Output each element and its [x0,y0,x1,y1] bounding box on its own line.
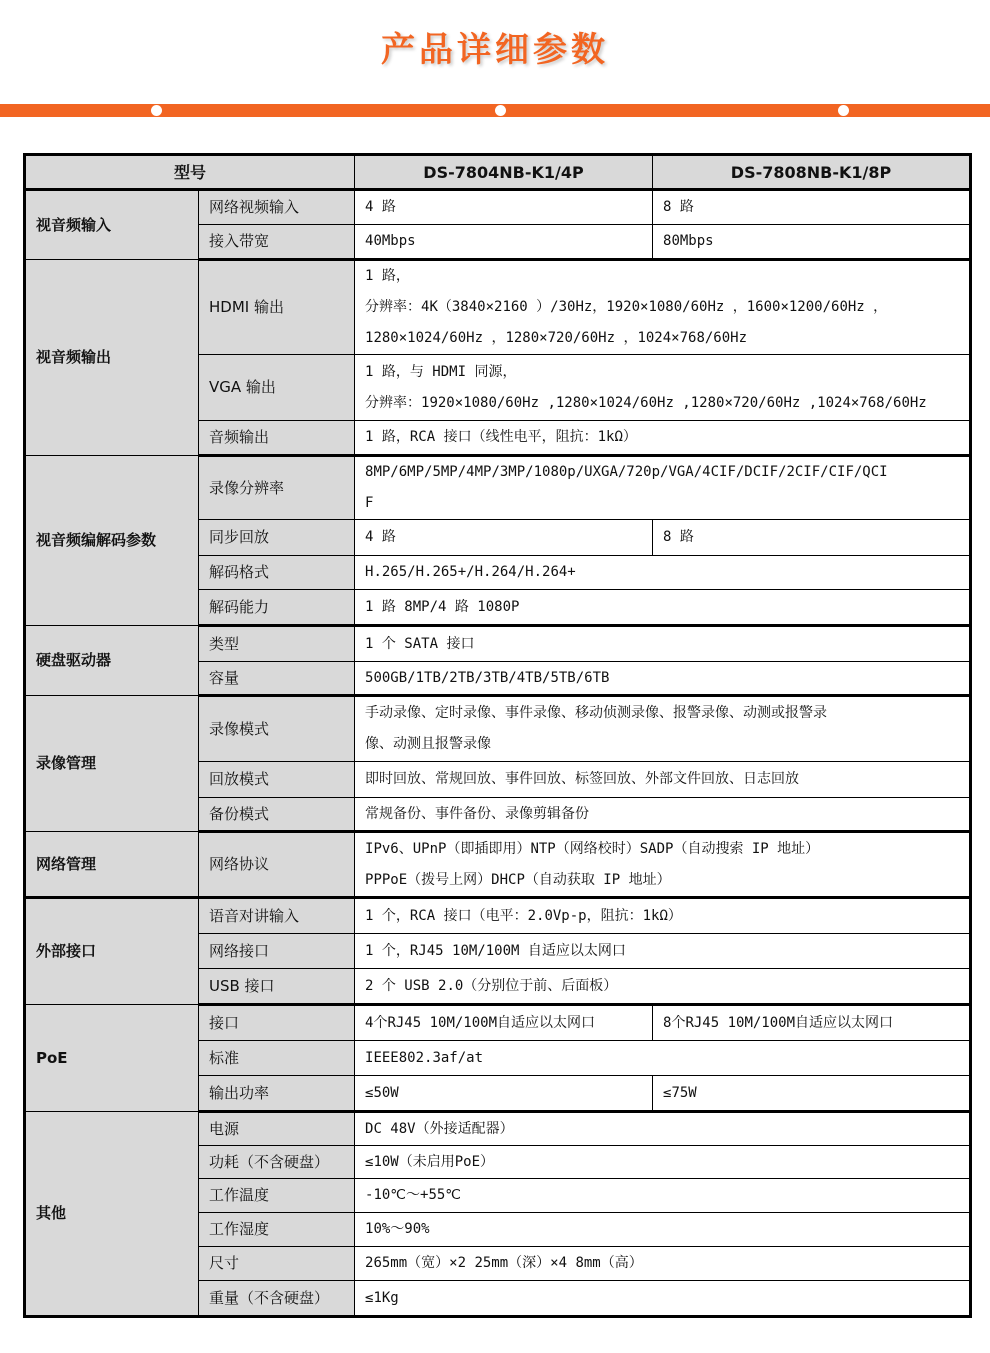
param-label: 接入带宽 [199,225,355,260]
param-value: 4个RJ45 10M/100M自适应以太网口 [355,1005,653,1041]
param-value [355,355,971,421]
param-value-line: PPPoE（拨号上网）DHCP（自动获取 IP 地址） [365,871,671,888]
param-value: H.265/H.265+/H.264/H.264+ [355,556,971,590]
param-label: 备份模式 [199,798,355,832]
divider-dot [151,105,162,116]
param-value: 1 路，RCA 接口（线性电平，阻抗：1kΩ） [355,421,971,456]
param-value: -10℃～+55℃ [355,1179,971,1213]
table-row [25,898,971,934]
category-cell: 录像管理 [25,696,199,832]
table-row [25,1112,971,1146]
param-value [355,260,971,355]
param-label: VGA 输出 [199,355,355,421]
category-cell: 视音频输入 [25,190,199,260]
param-label: 类型 [199,626,355,662]
param-value-line: 1 路， [365,268,410,284]
header-model: 型号 [25,155,355,190]
param-label: 录像模式 [199,696,355,762]
param-value: 1 路 8MP/4 路 1080P [355,590,971,626]
param-label: 网络接口 [199,934,355,969]
param-value [355,456,971,520]
param-value: 4 路 [355,520,653,556]
param-label: 工作温度 [199,1179,355,1213]
param-label: 输出功率 [199,1076,355,1112]
param-value-line: 分辨率：1920×1080/60Hz ,1280×1024/60Hz ,1280×720/60Hz ,1024×768/60Hz [365,394,927,411]
divider-dot [495,105,506,116]
param-label: USB 接口 [199,969,355,1005]
param-value: ≤75W [653,1076,971,1112]
param-value: 265mm（宽）×2 25mm（深）×4 8mm（高） [355,1247,971,1281]
param-value-line: 8MP/6MP/5MP/4MP/3MP/1080p/UXGA/720p/VGA/4CIF/DCIF/2CIF/CIF/QCI [365,464,888,480]
param-label: 音频输出 [199,421,355,456]
param-value: ≤50W [355,1076,653,1112]
table-row [25,1005,971,1041]
param-label: HDMI 输出 [199,260,355,355]
param-label: 同步回放 [199,520,355,556]
table-row [25,456,971,520]
param-value: 80Mbps [653,225,971,260]
spec-table [23,153,972,1318]
param-value: 1 个，RJ45 10M/100M 自适应以太网口 [355,934,971,969]
param-value-line: 1 路，与 HDMI 同源， [365,363,517,380]
param-label: 回放模式 [199,762,355,798]
category-cell: 网络管理 [25,832,199,898]
table-row [25,832,971,898]
category-cell: PoE [25,1005,199,1112]
param-value-line: 1280×1024/60Hz ，1280×720/60Hz ，1024×768/60Hz [365,330,748,346]
param-label: 解码能力 [199,590,355,626]
param-label: 录像分辨率 [199,456,355,520]
category-cell: 视音频编解码参数 [25,456,199,626]
param-value [355,832,971,898]
category-cell: 视音频输出 [25,260,199,456]
param-value: IEEE802.3af/at [355,1041,971,1076]
table-row [25,260,971,355]
param-value: 500GB/1TB/2TB/3TB/4TB/5TB/6TB [355,662,971,696]
param-value: DC 48V（外接适配器） [355,1112,971,1146]
param-value: 8 路 [653,520,971,556]
table-row [25,696,971,762]
param-value-line: IPv6、UPnP（即插即用）NTP（网络校时）SADP（自动搜索 IP 地址） [365,840,820,857]
param-label: 重量（不含硬盘） [199,1281,355,1317]
param-label: 容量 [199,662,355,696]
param-label: 网络协议 [199,832,355,898]
param-value: 1 个 SATA 接口 [355,626,971,662]
param-value: 40Mbps [355,225,653,260]
param-value-line: F [365,495,374,511]
header-col1: DS-7804NB-K1/4P [355,155,653,190]
param-label: 语音对讲输入 [199,898,355,934]
param-value: 即时回放、常规回放、事件回放、标签回放、外部文件回放、日志回放 [355,762,971,798]
table-row [25,626,971,662]
table-row [25,190,971,225]
divider-dot [838,105,849,116]
param-label: 解码格式 [199,556,355,590]
param-label: 网络视频输入 [199,190,355,225]
category-cell: 外部接口 [25,898,199,1005]
category-cell: 其他 [25,1112,199,1317]
param-value: ≤10W（未启用PoE） [355,1146,971,1179]
param-label: 工作湿度 [199,1213,355,1247]
param-value: 4 路 [355,190,653,225]
orange-divider-bar [0,104,990,117]
category-cell: 硬盘驱动器 [25,626,199,696]
param-value-line: 手动录像、定时录像、事件录像、移动侦测录像、报警录像、动测或报警录 [365,705,828,721]
param-value: 2 个 USB 2.0（分别位于前、后面板） [355,969,971,1005]
param-value: 8个RJ45 10M/100M自适应以太网口 [653,1005,971,1041]
page-title: 产品详细参数 [381,30,609,70]
param-value-line: 像、动测且报警录像 [365,736,492,752]
param-label: 标准 [199,1041,355,1076]
param-label: 接口 [199,1005,355,1041]
param-label: 尺寸 [199,1247,355,1281]
param-value: ≤1Kg [355,1281,971,1317]
param-label: 功耗（不含硬盘） [199,1146,355,1179]
param-value: 8 路 [653,190,971,225]
param-value: 10%～90% [355,1213,971,1247]
header-col2: DS-7808NB-K1/8P [653,155,971,190]
param-value: 常规备份、事件备份、录像剪辑备份 [355,798,971,832]
param-label: 电源 [199,1112,355,1146]
param-value: 1 个，RCA 接口（电平：2.0Vp-p，阻抗：1kΩ） [355,898,971,934]
param-value [355,696,971,762]
param-value-line: 分辨率：4K（3840×2160 ）/30Hz，1920×1080/60Hz ，1600×1200/60Hz ， [365,299,888,315]
